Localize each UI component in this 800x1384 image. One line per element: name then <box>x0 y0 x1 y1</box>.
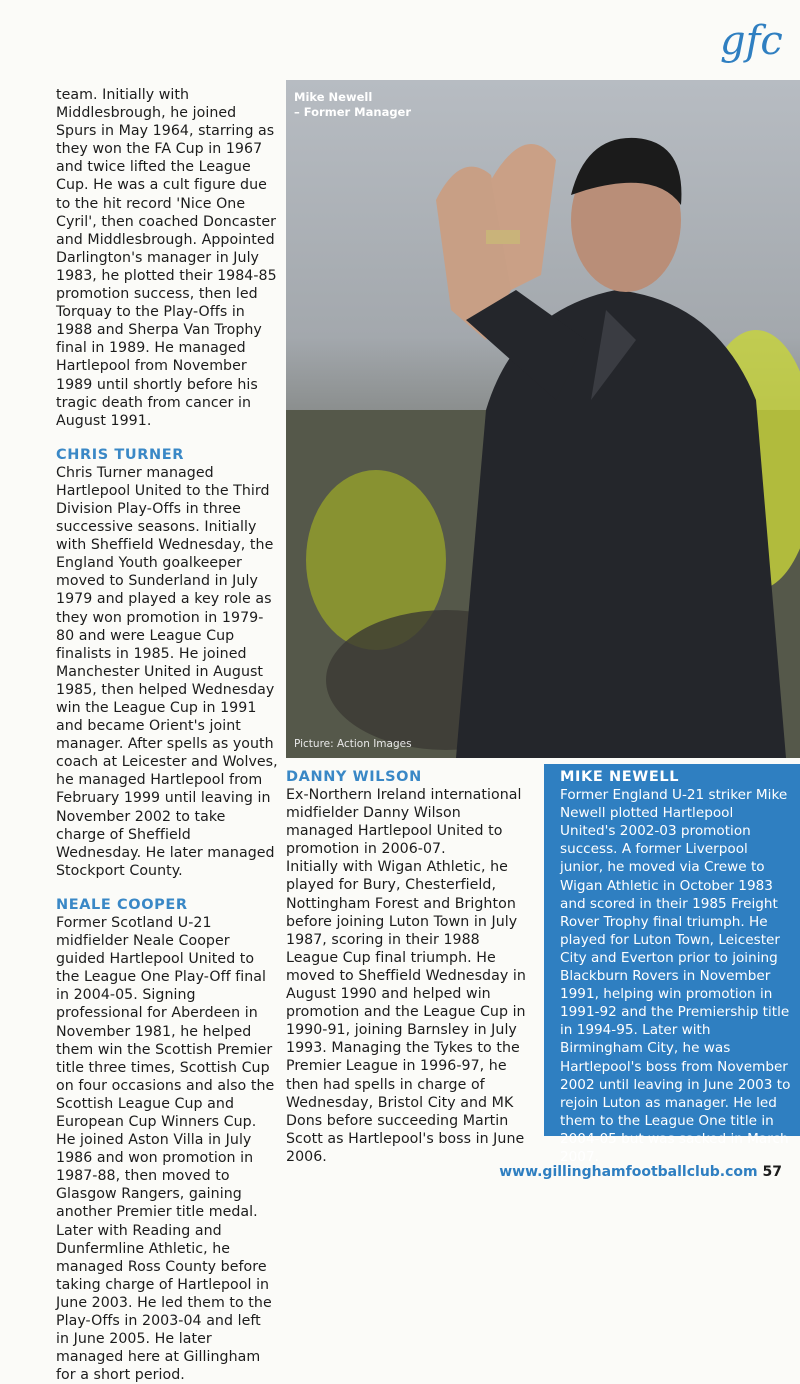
mike-newell-heading: MIKE NEWELL <box>560 769 680 785</box>
photo-illustration <box>286 80 800 758</box>
club-logo <box>716 14 786 68</box>
mike-newell-text: Former England U-21 striker Mike Newell plotted Hartlepool United's 2002-03 promotion success. A former Liverpool junior, he moved via Crewe to Wigan Athletic in October 1983 and scored in their 1985 Freight Rover Trophy final triumph. He played for Luton Town, Leicester City and Everton prior to joining Blackburn Rovers in November 1991, helping win promotion in 1991-92 and the Premiership title in 1994-95. Later with Birmingham City, he was Hartlepool's boss from November 2002 until leaving in June 2003 to rejoin Luton as manager. He led them to the League One title in 2004-05 but was sacked in March 2007. <box>560 787 791 1165</box>
logo-text: gfc <box>720 18 783 64</box>
chris-turner-text: Chris Turner managed Hartlepool United to the Third Division Play-Offs in three successive seasons. Initially with Sheffield Wednesday, the England Youth goalkeeper moved to Sunderland in July 1979 and played a key role as they won promotion in 1979-80 and were League Cup finalists in 1985. He joined Manchester United in August 1985, then helped Wednesday win the League Cup in 1991 and became Orient's joint manager. After spells as youth coach at Leicester and Wolves, he managed Hartlepool from February 1999 until leaving in November 2002 to take charge of Sheffield Wednesday. He later managed Stockport County. <box>56 464 278 879</box>
photo-caption <box>294 90 411 120</box>
page-footer <box>499 1164 782 1180</box>
chris-turner-heading: CHRIS TURNER <box>56 446 185 463</box>
neale-cooper-heading: NEALE COOPER <box>56 896 188 913</box>
page-number: 57 <box>762 1164 782 1180</box>
neale-cooper-text: Former Scotland U-21 midfielder Neale Cooper guided Hartlepool United to the League One Play-Off final in 2004-05. Signing professional for Aberdeen in November 1981, he helped them win the Scottish Premier title three times, Scottish Cup on four occasions and also the Scottish League Cup and European Cup Winners Cup. He joined Aston Villa in July 1986 and won promotion in 1987-88, then moved to Glasgow Rangers, gaining another Premier title medal. Later with Reading and Dunfermline Athletic, he managed Ross County before taking charge of Hartlepool in June 2003. He led them to the Play-Offs in 2003-04 and left in June 2005. He later managed here at Gillingham for a short period. <box>56 914 275 1384</box>
footer-url: www.gillinghamfootballclub.com <box>499 1164 758 1180</box>
danny-wilson-text-1: Ex-Northern Ireland international midfielder Danny Wilson managed Hartlepool United to promotion in 2006-07. <box>286 787 522 858</box>
article-column-1 <box>56 86 278 1384</box>
intro-paragraph: team. Initially with Middlesbrough, he joined Spurs in May 1964, starring as they won the FA Cup in 1967 and twice lifted the League Cup. He was a cult figure due to the hit record 'Nice One Cyril', then coached Doncaster and Middlesbrough. Appointed Darlington's manager in July 1983, he plotted their 1984-85 promotion success, then led Torquay to the Play-Offs in 1988 and Sherpa Van Trophy final in 1989. He managed Hartlepool from November 1989 until shortly before his tragic death from cancer in August 1991. <box>56 87 277 429</box>
danny-wilson-heading: DANNY WILSON <box>286 769 422 785</box>
caption-role: – Former Manager <box>294 105 412 119</box>
article-column-2 <box>286 768 526 1166</box>
caption-name: Mike Newell <box>294 90 373 104</box>
danny-wilson-text-2: Initially with Wigan Athletic, he played for Bury, Chesterfield, Nottingham Forest and Brighton before joining Luton Town in July 1987, scoring in their 1988 League Cup final triumph. He moved to Sheffield Wednesday in August 1990 and helped win promotion and the League Cup in 1990-91, joining Barnsley in July 1993. Managing the Tykes to the Premier League in 1996-97, he then had spells in charge of Wednesday, Bristol City and MK Dons before succeeding Martin Scott as Hartlepool's boss in June 2006. <box>286 859 526 1165</box>
photo-credit: Picture: Action Images <box>294 738 412 750</box>
mike-newell-photo <box>286 80 800 758</box>
mike-newell-sidebar <box>544 764 800 1165</box>
